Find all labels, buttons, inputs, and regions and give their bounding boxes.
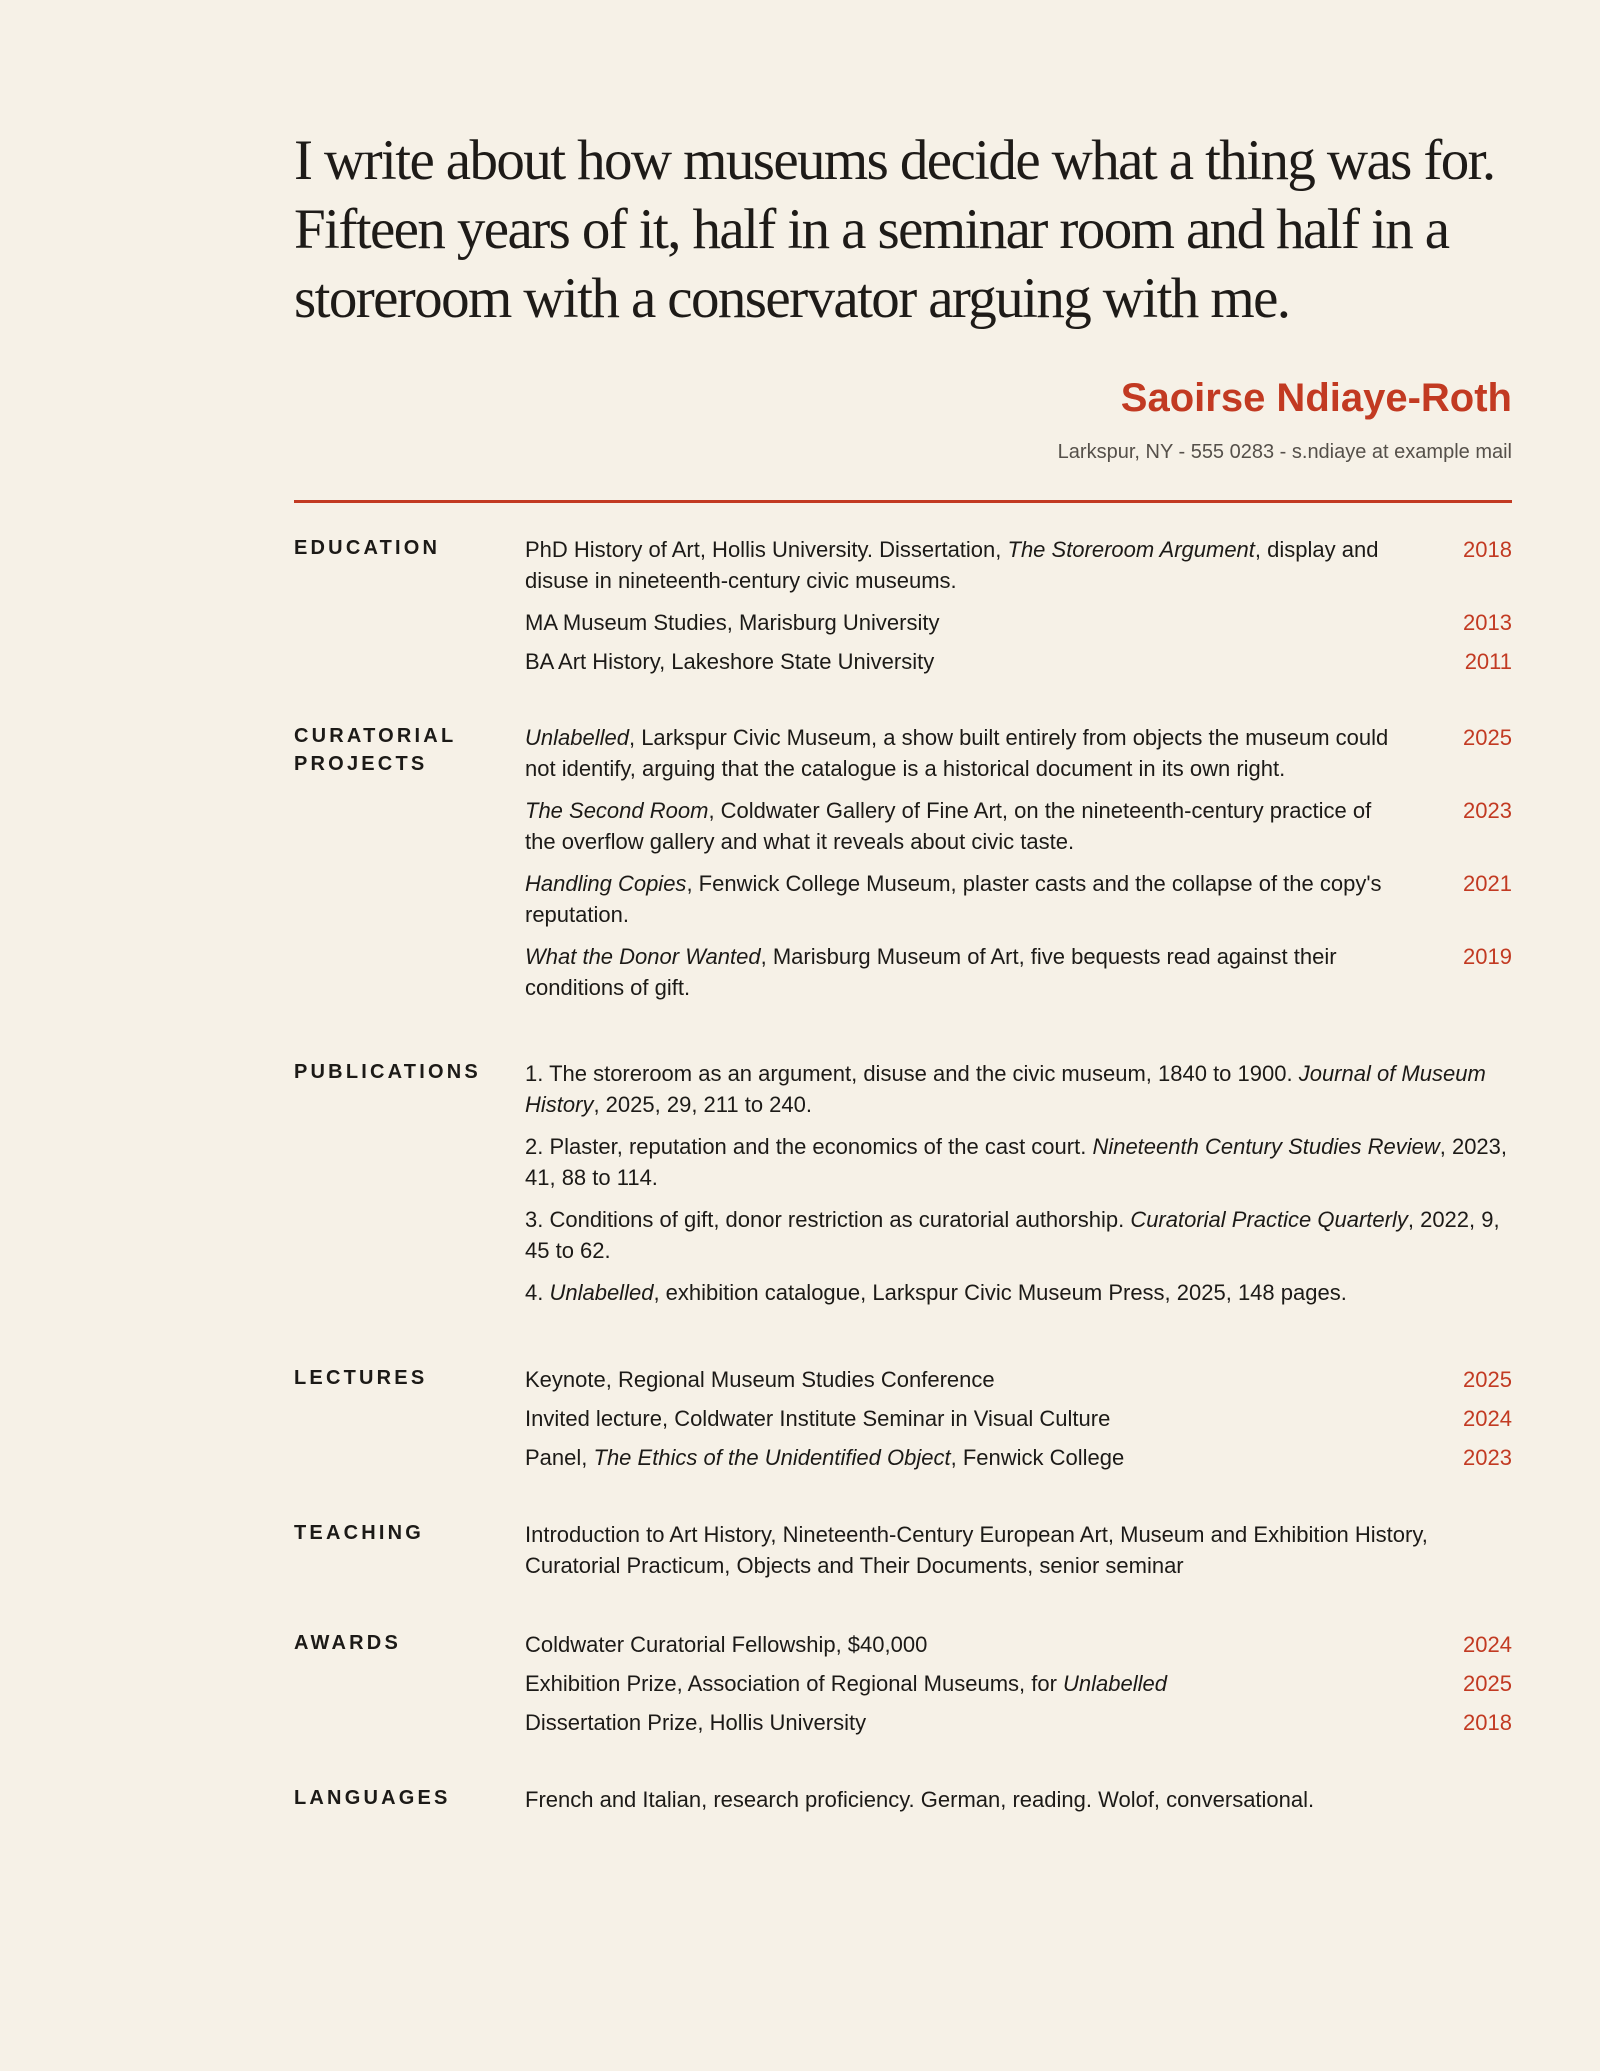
statement-line: storeroom with a conservator arguing with me. (294, 267, 1290, 330)
project-entry (525, 941, 1512, 1003)
entry-text: The Second Room, Coldwater Gallery of Fine Art, on the nineteenth-century practice of the overflow gallery and what it reveals about civic taste. (525, 798, 1372, 854)
project-entry (525, 868, 1512, 930)
languages-entry (525, 1784, 1512, 1815)
entry-text: French and Italian, research proficiency. German, reading. Wolof, conversational. (525, 1787, 1315, 1812)
person-name: Saoirse Ndiaye-Roth (1120, 376, 1512, 420)
entry-year: 2025 (1463, 725, 1512, 750)
teaching-entry (525, 1519, 1512, 1581)
entry-year: 2018 (1463, 1710, 1512, 1735)
entry-text: Introduction to Art History, Nineteenth-Century European Art, Museum and Exhibition History, Curatorial Practicum, Objects and Their Documents, senior seminar (525, 1522, 1428, 1578)
section-label-teaching: TEACHING (294, 1522, 425, 1544)
publication-entry (525, 1204, 1512, 1266)
entry-year: 2025 (1463, 1671, 1512, 1696)
entry-text: 4. Unlabelled, exhibition catalogue, Larkspur Civic Museum Press, 2025, 148 pages. (525, 1280, 1347, 1305)
curatorial-entries (525, 722, 1512, 1014)
lecture-entries (525, 1364, 1512, 1481)
lecture-entry (525, 1442, 1512, 1473)
entry-year: 2019 (1463, 944, 1512, 969)
award-entry (525, 1707, 1512, 1738)
entry-text: Handling Copies, Fenwick College Museum, plaster casts and the collapse of the copy's reputation. (525, 871, 1382, 927)
personal-statement (294, 126, 1514, 333)
entry-text: Exhibition Prize, Association of Regional Museums, for Unlabelled (525, 1671, 1168, 1696)
section-label-languages: LANGUAGES (294, 1787, 451, 1809)
header-divider (294, 500, 1512, 503)
entry-text: MA Museum Studies, Marisburg University (525, 610, 940, 635)
entry-text: Panel, The Ethics of the Unidentified Object, Fenwick College (525, 1445, 1125, 1470)
entry-text: What the Donor Wanted, Marisburg Museum of Art, five bequests read against their conditions of gift. (525, 944, 1337, 1000)
publication-entry (525, 1058, 1512, 1120)
entry-text: 1. The storeroom as an argument, disuse and the civic museum, 1840 to 1900. Journal of Museum History, 2025, 29, 211 to 240. (525, 1061, 1486, 1117)
award-entry (525, 1668, 1512, 1699)
entry-text: Dissertation Prize, Hollis University (525, 1710, 867, 1735)
section-label-education: EDUCATION (294, 537, 441, 559)
entry-text: BA Art History, Lakeshore State University (525, 649, 935, 674)
entry-text: 2. Plaster, reputation and the economics of the cast court. Nineteenth Century Studies Review, 2023, 41, 88 to 114. (525, 1134, 1508, 1190)
entry-year: 2023 (1463, 1445, 1512, 1470)
statement-line: I write about how museums decide what a thing was for. (294, 129, 1495, 192)
publication-entry (525, 1277, 1512, 1308)
project-entry (525, 795, 1512, 857)
publication-entry (525, 1131, 1512, 1193)
lecture-entry (525, 1364, 1512, 1395)
entry-text: Unlabelled, Larkspur Civic Museum, a show built entirely from objects the museum could not identify, arguing that the catalogue is a historical document in its own right. (525, 725, 1389, 781)
entry-year: 2024 (1463, 1406, 1512, 1431)
education-entry (525, 607, 1512, 638)
language-entries (525, 1784, 1512, 1826)
section-label-lectures: LECTURES (294, 1367, 428, 1389)
publication-entries (525, 1058, 1512, 1319)
entry-text: Invited lecture, Coldwater Institute Seminar in Visual Culture (525, 1406, 1111, 1431)
entry-year: 2018 (1463, 537, 1512, 562)
entry-text: PhD History of Art, Hollis University. Dissertation, The Storeroom Argument, display and disuse in nineteenth-century civic museums. (525, 537, 1379, 593)
contact-info: Larkspur, NY - 555 0283 - s.ndiaye at example mail (1057, 441, 1512, 463)
section-label-awards: AWARDS (294, 1632, 401, 1654)
entry-text: Keynote, Regional Museum Studies Conference (525, 1367, 995, 1392)
education-entries (525, 534, 1512, 688)
education-entry (525, 534, 1512, 596)
education-entry (525, 646, 1512, 677)
section-label-curatorial: CURATORIAL PROJECTS (294, 725, 457, 775)
teaching-entries (525, 1519, 1512, 1592)
entry-text: 3. Conditions of gift, donor restriction as curatorial authorship. Curatorial Practice Quarterly, 2022, 9, 45 to 62. (525, 1207, 1500, 1263)
lecture-entry (525, 1403, 1512, 1434)
entry-year: 2011 (1464, 649, 1512, 674)
entry-year: 2024 (1463, 1632, 1512, 1657)
statement-line: Fifteen years of it, half in a seminar room and half in a (294, 198, 1449, 261)
entry-year: 2021 (1463, 871, 1512, 896)
entry-year: 2013 (1463, 610, 1512, 635)
project-entry (525, 722, 1512, 784)
section-label-publications: PUBLICATIONS (294, 1061, 481, 1083)
award-entries (525, 1629, 1512, 1746)
entry-year: 2025 (1463, 1367, 1512, 1392)
award-entry (525, 1629, 1512, 1660)
entry-text: Coldwater Curatorial Fellowship, $40,000 (525, 1632, 928, 1657)
entry-year: 2023 (1463, 798, 1512, 823)
